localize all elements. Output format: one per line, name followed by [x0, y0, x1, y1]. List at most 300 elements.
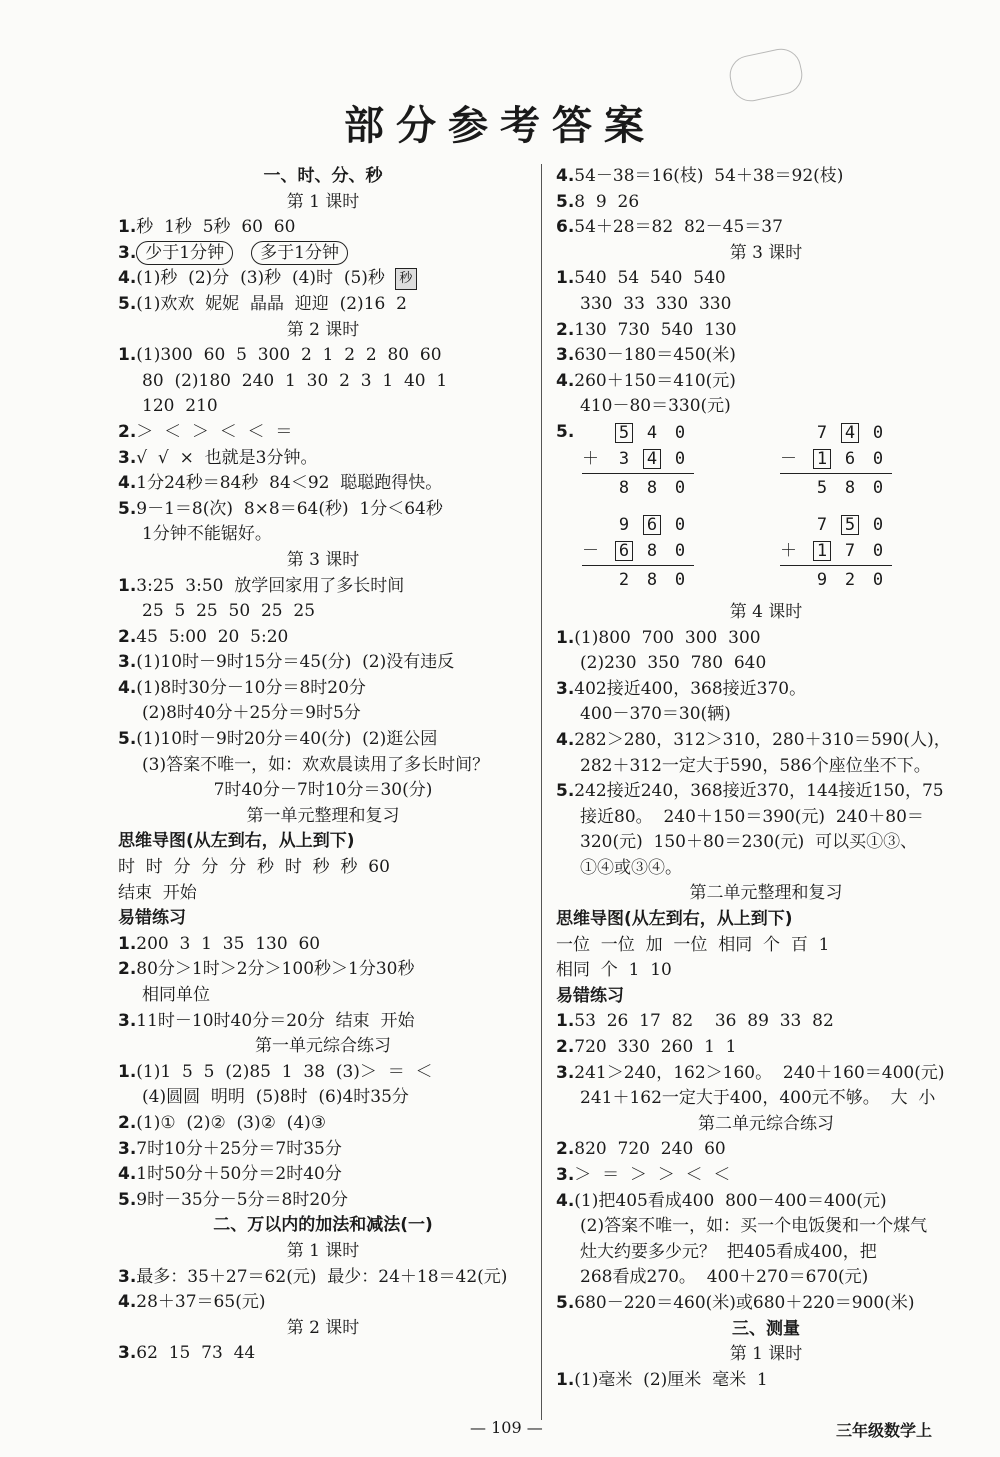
digit — [836, 446, 864, 472]
calc-underline — [582, 565, 694, 566]
right-top-block — [556, 164, 976, 420]
answer-line — [556, 1163, 976, 1189]
answer-line — [118, 241, 528, 267]
digit-text: 0 — [674, 422, 686, 443]
answer-text: 54－38＝16(枝) 54＋38＝92(枝) — [574, 166, 844, 186]
question-number: 2. — [118, 421, 137, 442]
digit — [864, 538, 892, 564]
digit — [808, 475, 836, 501]
calc-row — [780, 538, 892, 564]
answer-text: 时 时 分 分 分 秒 时 秒 秒 60 — [118, 857, 390, 878]
answer-line — [556, 1035, 976, 1061]
digit-text: 7 — [816, 514, 828, 535]
answer-line — [556, 779, 976, 805]
answer-text: 第 2 课时 — [286, 319, 360, 340]
answer-line — [556, 1112, 976, 1138]
digit — [666, 567, 694, 593]
calc-row — [582, 475, 694, 501]
question-number: 2. — [118, 626, 137, 647]
answer-text: (2)答案不唯一，如：买一个电饭煲和一个煤气 — [580, 1216, 928, 1237]
answer-line — [118, 548, 528, 574]
answer-line — [556, 190, 976, 216]
answer-text: 易错练习 — [118, 908, 186, 929]
calc-row — [780, 420, 892, 446]
answer-text: 200 3 1 35 130 60 — [136, 933, 321, 954]
digit-text: 5 — [816, 477, 828, 498]
answer-line — [556, 600, 976, 626]
answer-line — [118, 497, 528, 523]
calc-underline — [780, 565, 892, 566]
answer-line — [556, 1240, 976, 1266]
answer-text: 第 3 课时 — [729, 242, 803, 263]
calc-row — [582, 567, 694, 593]
calc-row — [582, 538, 694, 564]
digit-text: 8 — [646, 477, 658, 498]
answer-line — [118, 190, 528, 216]
answer-line — [118, 1290, 528, 1316]
answer-text: (1)8时30分－10分＝8时20分 — [136, 677, 366, 698]
question-number: 5. — [118, 498, 137, 519]
answer-text: ＞ ＝ ＞ ＞ ＜ ＜ — [574, 1165, 731, 1185]
digit — [808, 446, 836, 472]
digit — [610, 567, 638, 593]
answer-line — [556, 1009, 976, 1035]
digit — [808, 538, 836, 564]
answer-line — [556, 702, 976, 728]
answer-text: 11时－10时40分＝20分 结束 开始 — [136, 1010, 415, 1031]
answer-text: √ √ × 也就是3分钟。 — [136, 447, 318, 468]
question-number: 5. — [556, 781, 575, 802]
question-number: 2. — [556, 319, 575, 340]
question-number: 3. — [118, 1138, 137, 1159]
answer-text: (1)300 60 5 300 2 1 2 2 80 60 — [136, 345, 442, 366]
answer-text: 120 210 — [142, 396, 218, 417]
right-bottom-block — [556, 600, 976, 1393]
answer-text: 80 (2)180 240 1 30 2 3 1 40 1 — [142, 370, 448, 391]
answer-text: 第一单元综合练习 — [255, 1036, 391, 1057]
digit — [610, 512, 638, 538]
boxed-digit: 4 — [841, 423, 859, 443]
answer-line — [118, 369, 528, 395]
calc-row — [582, 512, 694, 538]
answer-text: (1)毫米 (2)厘米 毫米 1 — [574, 1369, 768, 1390]
answer-text: (1)10时－9时15分＝45(分) (2)没有违反 — [136, 652, 455, 673]
answer-line — [556, 856, 976, 882]
answer-text: 8 9 26 — [574, 191, 640, 212]
question-number: 5. — [556, 1292, 575, 1313]
answer-text: 7时10分＋25分＝7时35分 — [136, 1138, 342, 1159]
boxed-digit: 4 — [643, 449, 661, 469]
vertical-calculation — [780, 512, 892, 593]
question-number: 3. — [118, 242, 137, 263]
answer-line — [118, 625, 528, 651]
digit-text: 0 — [674, 514, 686, 535]
digit-text: 0 — [674, 477, 686, 498]
answer-line — [118, 1188, 528, 1214]
boxed-digit: 6 — [615, 541, 633, 561]
answer-text: 25 5 25 50 25 25 — [142, 601, 316, 622]
operator-sign: － — [582, 540, 599, 561]
answer-line — [118, 1265, 528, 1291]
answer-line — [118, 446, 528, 472]
question-number: 1. — [556, 268, 575, 289]
digit — [638, 538, 666, 564]
digit — [638, 512, 666, 538]
answer-text: 第 1 课时 — [286, 1240, 360, 1261]
vertical-calculation — [780, 420, 892, 501]
digit-text: 0 — [872, 540, 884, 561]
digit-text: 8 — [646, 569, 658, 590]
answer-line — [556, 1137, 976, 1163]
answer-line — [556, 318, 976, 344]
answer-text: 第 1 课时 — [286, 191, 360, 212]
calc-underline — [780, 473, 892, 474]
answer-line — [556, 369, 976, 395]
answer-text: 130 730 540 130 — [574, 319, 737, 340]
answer-text: (1)欢欢 妮妮 晶晶 迎迎 (2)16 2 — [136, 293, 407, 314]
calc-row — [780, 446, 892, 472]
answer-text: 282＞280，312＞310，280＋310＝590(人)， — [574, 729, 951, 750]
boxed-digit: 1 — [813, 541, 831, 561]
answer-text: 最多：35＋27＝62(元) 最少：24＋18＝42(元) — [136, 1266, 508, 1287]
question-number: 4. — [118, 268, 137, 289]
answer-line — [118, 599, 528, 625]
question-number: 4. — [556, 1190, 575, 1211]
question-number: 3. — [556, 678, 575, 699]
answer-text: (1)① (2)② (3)② (4)③ — [136, 1112, 327, 1133]
answer-line — [556, 1368, 976, 1394]
answer-line — [118, 1085, 528, 1111]
answer-text: 242接近240，368接近370，144接近150，75 — [574, 781, 944, 802]
question-number: 2. — [556, 1139, 575, 1160]
answer-line — [118, 906, 528, 932]
answer-text: (2)8时40分＋25分＝9时5分 — [142, 703, 361, 724]
question-number: 4. — [118, 1292, 137, 1313]
answer-text: 相同单位 — [142, 985, 210, 1005]
digit-text: 4 — [646, 422, 658, 443]
question-number: 2. — [556, 1037, 575, 1058]
digit — [638, 446, 666, 472]
operator-sign: － — [780, 448, 797, 469]
answer-text: 1分24秒＝84秒 84＜92 聪聪跑得快。 — [136, 473, 443, 494]
answer-line — [556, 626, 976, 652]
question-number: 5. — [118, 293, 137, 314]
answer-text: (1)800 700 300 300 — [574, 627, 761, 648]
digit — [666, 446, 694, 472]
question-number: 4. — [556, 370, 575, 391]
digit — [836, 420, 864, 446]
question-number: 1. — [556, 1011, 575, 1032]
answer-line — [556, 754, 976, 780]
answer-text: 第 4 课时 — [729, 601, 803, 622]
circled-answer: 少于1分钟 — [136, 241, 233, 265]
boxed-digit: 6 — [643, 515, 661, 535]
digit-text: 8 — [618, 477, 630, 498]
calc-underline — [582, 473, 694, 474]
answer-text: 7时40分－7时10分＝30(分) — [213, 780, 433, 801]
answer-text: 思维导图(从左到右，从上到下) — [556, 909, 793, 930]
answer-line — [118, 778, 528, 804]
answer-text: 410－80＝330(元) — [580, 396, 731, 417]
digit — [836, 567, 864, 593]
answer-line — [556, 1086, 976, 1112]
answer-text: 秒 1秒 5秒 60 60 — [136, 217, 296, 238]
question-number: 1. — [118, 345, 137, 366]
question-number: 3. — [118, 447, 137, 468]
answer-line — [556, 958, 976, 984]
digit — [808, 567, 836, 593]
answer-line — [556, 1214, 976, 1240]
answer-line — [118, 1162, 528, 1188]
answer-text: 灶大约要多少元？ 把405看成400，把 — [580, 1241, 877, 1262]
answer-text: 402接近400，368接近370。 — [574, 678, 807, 699]
question-number: 5. — [556, 191, 575, 212]
answer-text: 第 2 课时 — [286, 1317, 360, 1338]
circled-answer: 多于1分钟 — [251, 241, 348, 265]
answer-line — [556, 651, 976, 677]
question-number: 3. — [118, 1266, 137, 1287]
answer-text: 二、万以内的加法和减法(一) — [213, 1215, 433, 1236]
question-number: 3. — [556, 345, 575, 366]
answer-line — [118, 881, 528, 907]
answer-text: 第一单元整理和复习 — [246, 805, 400, 826]
digit — [864, 567, 892, 593]
digit — [666, 512, 694, 538]
question-number: 5. — [118, 1189, 137, 1210]
answer-line — [118, 829, 528, 855]
digit — [666, 538, 694, 564]
answer-text: 第二单元整理和复习 — [689, 883, 843, 904]
question-number: 4. — [556, 729, 575, 750]
calc-row — [582, 420, 694, 446]
answer-line — [556, 907, 976, 933]
answer-line — [556, 1291, 976, 1317]
digit — [666, 475, 694, 501]
answer-line — [118, 1341, 528, 1367]
answer-line — [118, 394, 528, 420]
digit-text: 2 — [844, 569, 856, 590]
digit — [836, 512, 864, 538]
digit-text: 9 — [618, 514, 630, 535]
question-number: 3. — [556, 1062, 575, 1083]
digit — [666, 420, 694, 446]
operator-sign: ＋ — [582, 448, 599, 469]
column-divider — [541, 164, 542, 1420]
answer-text: (3)答案不唯一，如：欢欢晨读用了多长时间？ — [142, 754, 490, 775]
answer-line — [118, 804, 528, 830]
answer-text: 三、测量 — [732, 1318, 800, 1339]
digit — [864, 446, 892, 472]
digit — [808, 512, 836, 538]
answer-line — [118, 343, 528, 369]
answer-text: ＞ ＜ ＞ ＜ ＜ ＝ — [136, 421, 293, 442]
answer-text: (2)230 350 780 640 — [580, 653, 767, 674]
answer-text: 720 330 260 1 1 — [574, 1037, 737, 1058]
digit-text: 0 — [872, 569, 884, 590]
vertical-calculation-block — [556, 420, 976, 600]
vertical-calculation — [582, 512, 694, 593]
answer-text: 第 3 课时 — [286, 549, 360, 570]
answer-line — [556, 1265, 976, 1291]
answer-text: (1)秒 (2)分 (3)秒 (4)时 (5)秒 — [136, 268, 385, 289]
answer-line — [118, 753, 528, 779]
question-number: 1. — [118, 217, 137, 238]
answer-line — [118, 957, 528, 983]
digit — [808, 420, 836, 446]
answer-text: 9时－35分－5分＝8时20分 — [136, 1189, 349, 1210]
answer-text: 第 1 课时 — [729, 1344, 803, 1365]
answer-text: 54＋28＝82 82－45＝37 — [574, 217, 783, 238]
answer-text: 接近80。 240＋150＝390(元) 240＋80＝ — [580, 806, 924, 827]
calc-row — [780, 512, 892, 538]
answer-text: ①④或③④。 — [580, 857, 682, 878]
answer-text: 45 5:00 20 5:20 — [136, 626, 289, 647]
answer-text: 260＋150＝410(元) — [574, 370, 736, 391]
answer-text: 结束 开始 — [118, 882, 197, 903]
question-number: 4. — [118, 1164, 137, 1185]
calc-row — [780, 567, 892, 593]
answer-line — [556, 215, 976, 241]
answer-line — [556, 241, 976, 267]
right-column — [556, 164, 976, 1393]
answer-line — [118, 266, 528, 292]
answer-text: 3:25 3:50 放学回家用了多长时间 — [136, 575, 405, 596]
answer-text: 1时50分＋50分＝2时40分 — [136, 1164, 342, 1185]
digit-text: 9 — [816, 569, 828, 590]
digit — [610, 420, 638, 446]
question-number: 1. — [118, 1061, 137, 1082]
digit-text: 0 — [872, 514, 884, 535]
digit — [638, 567, 666, 593]
digit — [864, 420, 892, 446]
boxed-digit: 1 — [813, 449, 831, 469]
answer-text: 330 33 330 330 — [580, 293, 732, 314]
answer-line — [556, 881, 976, 907]
question-number: 1. — [118, 933, 137, 954]
question-number: 3. — [556, 1165, 575, 1185]
page-number: — 109 — — [470, 1418, 543, 1437]
answer-text: (1)1 5 5 (2)85 1 38 (3)＞ ＝ ＜ — [136, 1061, 433, 1082]
digit — [638, 420, 666, 446]
answer-text: 400－370＝30(辆) — [580, 704, 731, 725]
digit-text: 3 — [618, 448, 630, 469]
question-number: 4. — [118, 473, 137, 494]
answer-text: 一位 一位 加 一位 相同 个 百 1 — [556, 934, 830, 955]
answer-text: 1分钟不能锯好。 — [142, 524, 272, 545]
answer-line — [556, 266, 976, 292]
digit — [610, 446, 638, 472]
operator-sign: ＋ — [780, 540, 797, 561]
answer-text: 28＋37＝65(元) — [136, 1292, 266, 1313]
answer-line — [118, 1239, 528, 1265]
answer-text: (1)10时－9时20分＝40(分) (2)逛公园 — [136, 729, 438, 750]
digit-text: 0 — [674, 569, 686, 590]
answer-line — [556, 1342, 976, 1368]
answer-text: 一、时、分、秒 — [263, 166, 383, 186]
question-number: 2. — [118, 1112, 137, 1133]
question-number: 3. — [118, 652, 137, 673]
question-number: 4. — [556, 166, 575, 186]
answer-line — [118, 292, 528, 318]
calc-row — [582, 446, 694, 472]
answer-line — [556, 1189, 976, 1215]
digit-text: 0 — [872, 448, 884, 469]
answer-line — [556, 984, 976, 1010]
answer-line — [118, 420, 528, 446]
boxed-digit: 5 — [841, 515, 859, 535]
digit — [864, 512, 892, 538]
digit — [864, 475, 892, 501]
answer-line — [118, 1111, 528, 1137]
answer-line — [556, 1061, 976, 1087]
answer-line — [556, 677, 976, 703]
answer-line — [118, 1137, 528, 1163]
digit-text: 0 — [872, 422, 884, 443]
answer-text: 62 15 73 44 — [136, 1343, 256, 1364]
question-number: 3. — [118, 1010, 137, 1031]
digit-text: 0 — [674, 448, 686, 469]
digit — [638, 475, 666, 501]
answer-line — [556, 292, 976, 318]
question-number: 5. — [118, 729, 137, 750]
digit — [836, 538, 864, 564]
answer-line — [556, 1317, 976, 1343]
digit-text: 7 — [816, 422, 828, 443]
question-number: 6. — [556, 217, 575, 238]
digit-text: 8 — [646, 540, 658, 561]
page-title: 部分参考答案 — [344, 102, 656, 149]
answer-text: 80分＞1时＞2分＞100秒＞1分30秒 — [136, 959, 415, 980]
answer-line — [118, 855, 528, 881]
answer-line — [118, 318, 528, 344]
digit — [610, 475, 638, 501]
answer-line — [118, 676, 528, 702]
answer-text: 241＋162一定大于400，400元不够。 大 小 — [580, 1088, 936, 1109]
calc-row — [780, 475, 892, 501]
left-column — [118, 164, 528, 1367]
answer-line — [118, 1034, 528, 1060]
book-title: 三年级数学上 — [836, 1421, 933, 1440]
answer-line — [556, 728, 976, 754]
answer-line — [118, 701, 528, 727]
answer-line — [118, 471, 528, 497]
answer-line — [118, 522, 528, 548]
digit-text: 6 — [844, 448, 856, 469]
answer-text: 相同 个 1 10 — [556, 960, 672, 981]
question-number: 1. — [118, 575, 137, 596]
answer-line — [556, 830, 976, 856]
digit — [610, 538, 638, 564]
answer-text: 241＞240，162＞160。 240＋160＝400(元) — [574, 1062, 945, 1083]
question-number: 3. — [118, 1343, 137, 1364]
digit-text: 7 — [844, 540, 856, 561]
answer-text: 282＋312一定大于590，586个座位坐不下。 — [580, 755, 931, 776]
answer-text: 268看成270。 400＋270＝670(元) — [580, 1267, 869, 1288]
digit-text: 0 — [674, 540, 686, 561]
question-number: 1. — [556, 1369, 575, 1390]
answer-line — [118, 983, 528, 1009]
answer-line — [118, 1213, 528, 1239]
answer-line — [118, 164, 528, 190]
answer-line — [556, 394, 976, 420]
stamp-answer: 秒 — [395, 268, 417, 290]
answer-text: 540 54 540 540 — [574, 268, 726, 289]
boxed-digit: 5 — [615, 423, 633, 443]
question-number: 1. — [556, 627, 575, 648]
answer-line — [118, 727, 528, 753]
question-number: 2. — [118, 959, 137, 980]
digit-text: 0 — [872, 477, 884, 498]
